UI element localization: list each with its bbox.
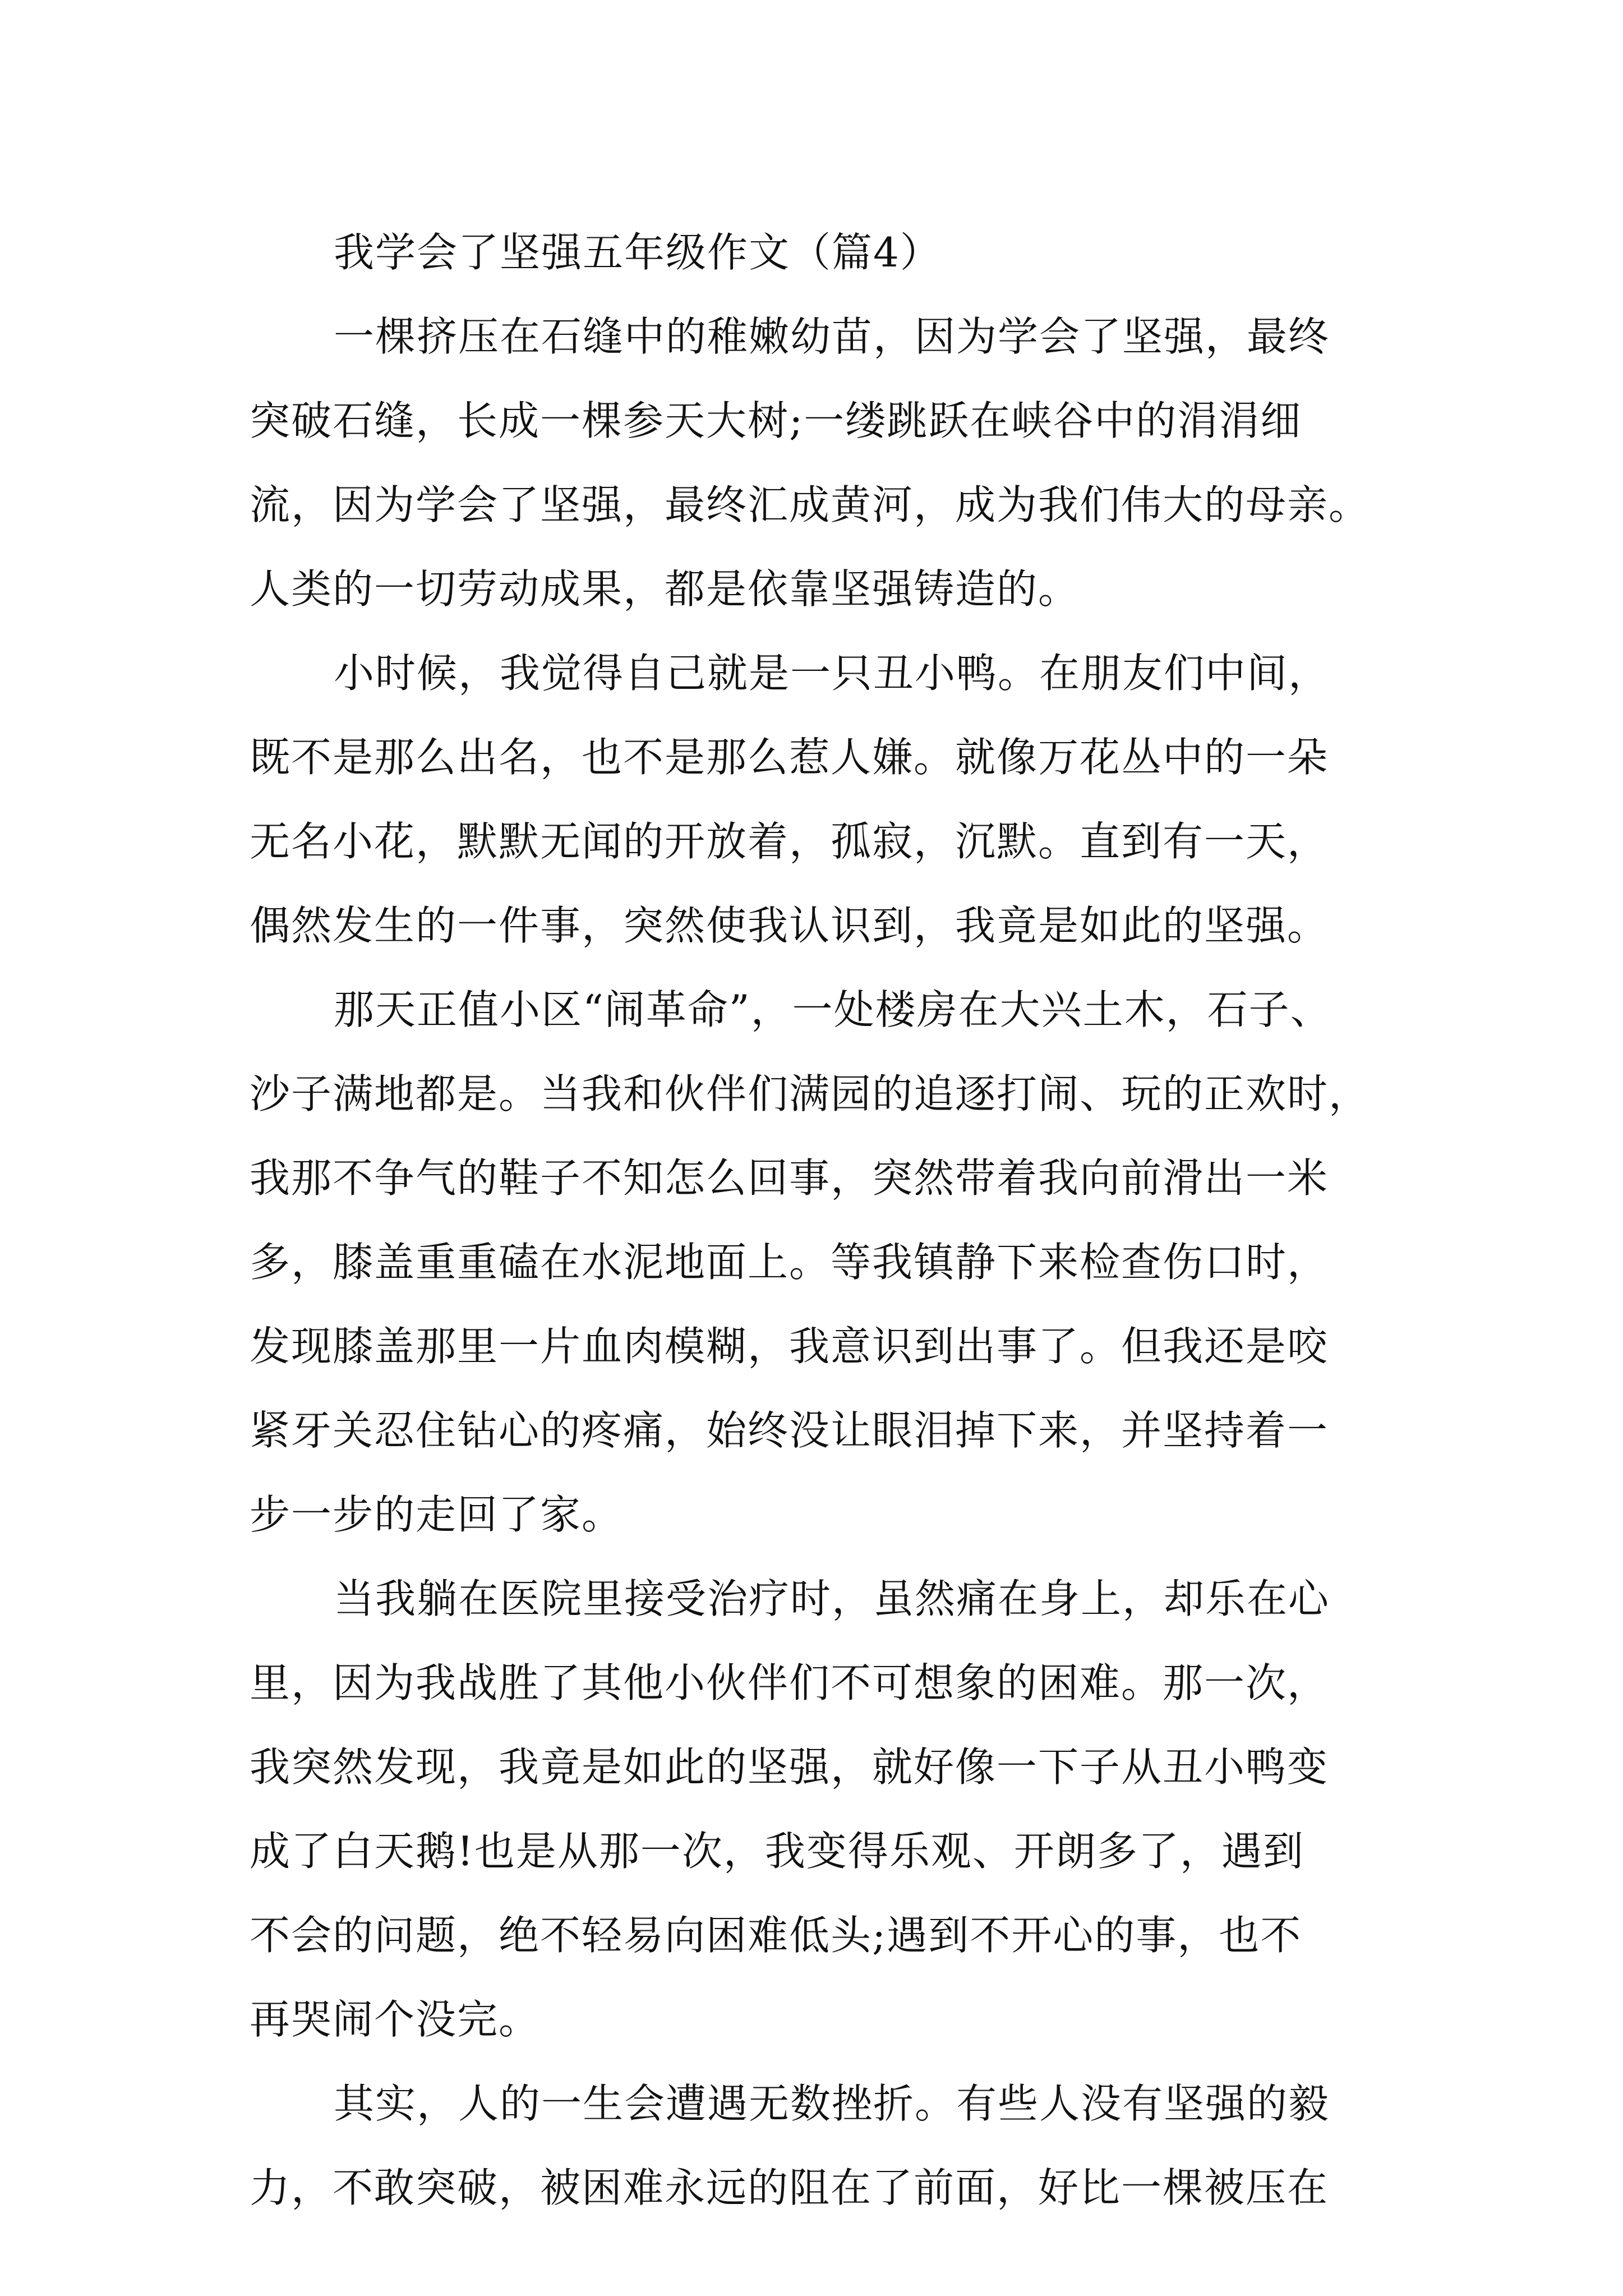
text-line: 我突然发现，我竟是如此的坚强，就好像一下子从丑小鸭变 (250, 1743, 1329, 1791)
text-line: 偶然发生的一件事，突然使我认识到，我竟是如此的坚强。 (250, 902, 1329, 949)
text-line: 力，不敢突破，被困难永远的阻在了前面，好比一棵被压在 (250, 2164, 1329, 2211)
text-line: 既不是那么出名，也不是那么惹人嫌。就像万花丛中的一朵 (250, 734, 1329, 781)
text-line: 我那不争气的鞋子不知怎么回事，突然带着我向前滑出一米 (250, 1154, 1329, 1202)
essay-body (250, 210, 1399, 2230)
text-line: 小时候，我觉得自己就是一只丑小鸭。在朋友们中间， (334, 650, 1330, 697)
text-line: 那天正值小区“闹革命”，一处楼房在大兴土木，石子、 (334, 986, 1332, 1033)
text-line: 紧牙关忍住钻心的疼痛，始终没让眼泪掉下来，并坚持着一 (250, 1407, 1329, 1454)
text-line: 突破石缝，长成一棵参天大树;一缕跳跃在峡谷中的涓涓细 (250, 397, 1302, 444)
text-line: 人类的一切劳动成果，都是依靠坚强铸造的。 (250, 565, 1080, 613)
text-line: 沙子满地都是。当我和伙伴们满园的追逐打闹、玩的正欢时， (250, 1070, 1371, 1117)
text-line: 无名小花，默默无闻的开放着，孤寂，沉默。直到有一天， (250, 818, 1329, 865)
text-line: 流，因为学会了坚强，最终汇成黄河，成为我们伟大的母亲。 (250, 481, 1371, 528)
text-line: 步一步的走回了家。 (250, 1491, 624, 1538)
text-line: 里，因为我战胜了其他小伙伴们不可想象的困难。那一次， (250, 1659, 1329, 1706)
text-line: 再哭闹个没完。 (250, 1996, 541, 2043)
text-line: 多，膝盖重重磕在水泥地面上。等我镇静下来检查伤口时， (250, 1239, 1329, 1286)
text-line: 发现膝盖那里一片血肉模糊，我意识到出事了。但我还是咬 (250, 1323, 1329, 1370)
text-line: 一棵挤压在石缝中的稚嫩幼苗，因为学会了坚强，最终 (334, 313, 1330, 360)
text-line: 不会的问题，绝不轻易向困难低头;遇到不开心的事，也不 (250, 1912, 1302, 1959)
text-line: 成了白天鹅!也是从那一次，我变得乐观、开朗多了，遇到 (250, 1828, 1304, 1875)
text-line: 当我躺在医院里接受治疗时，虽然痛在身上，却乐在心 (334, 1575, 1330, 1622)
text-line: 其实，人的一生会遭遇无数挫折。有些人没有坚强的毅 (334, 2080, 1330, 2127)
essay-title: 我学会了坚强五年级作文（篇4） (334, 229, 942, 276)
